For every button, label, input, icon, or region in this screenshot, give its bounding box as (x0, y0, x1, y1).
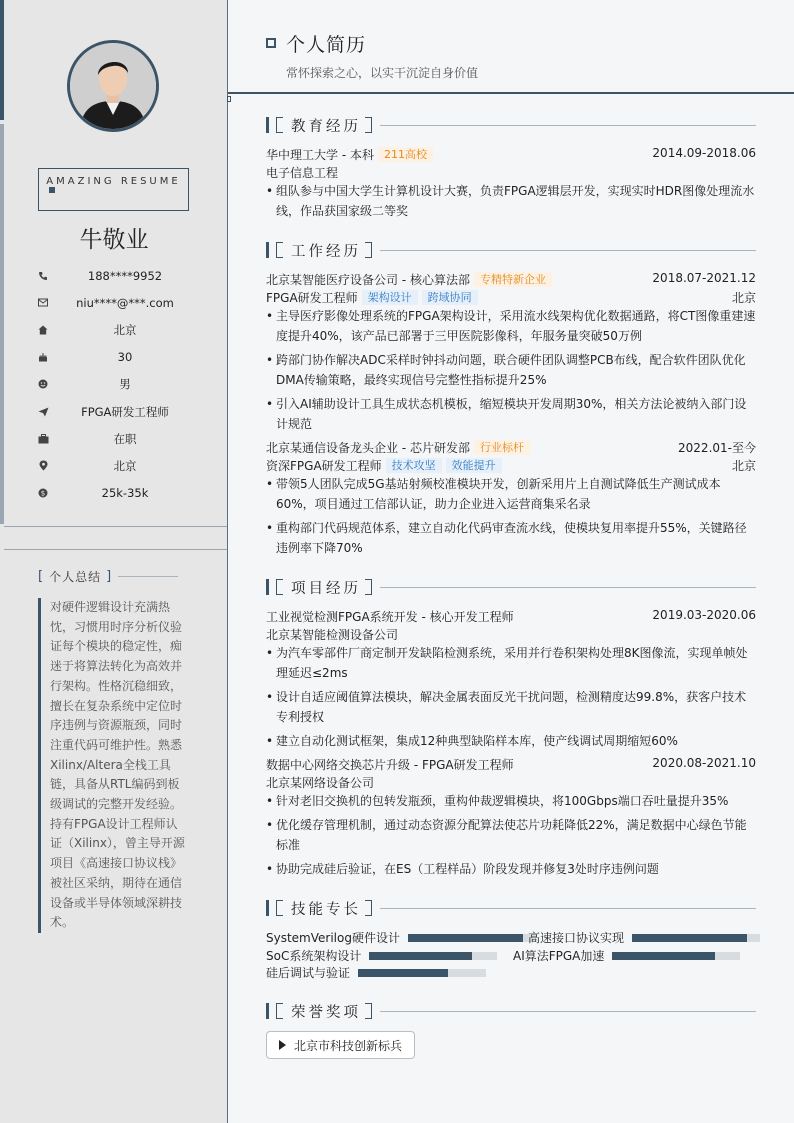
location-value: 北京 (113, 458, 137, 473)
info-row-status (36, 425, 206, 452)
play-icon (279, 1040, 286, 1050)
contact-info (36, 262, 206, 507)
hometown-value: 北京 (113, 322, 137, 337)
education-header (266, 146, 756, 163)
money-icon (36, 488, 50, 498)
phone-value: 188****9952 (87, 268, 163, 283)
honor-name: 北京市科技创新标兵 (294, 1038, 403, 1053)
list-item: • 引入AI辅助设计工具生成状态机模板，缩短模块开发周期30%，相关方法论被纳入部门设计规范 (266, 394, 756, 434)
work-city: 北京 (731, 459, 756, 473)
project-header (266, 756, 756, 773)
skill-item (266, 964, 486, 981)
work-header (266, 439, 756, 456)
send-icon (36, 407, 50, 417)
list-item: • 协助完成硅后验证，在ES（工程样品）阶段发现并修复3处时序违例问题 (266, 859, 756, 879)
stamp-square-icon (49, 187, 55, 193)
section-title: 技能专长 (291, 901, 361, 918)
skill-name: SoC系统架构设计 (266, 949, 362, 963)
section-title: 工作经历 (291, 243, 361, 260)
sidebar-accent (0, 0, 4, 120)
work-date: 2018.07-2021.12 (652, 271, 756, 285)
company: 北京某通信设备龙头企业 - 芯片研发部 (266, 441, 470, 455)
list-item: • 优化缓存管理机制，通过动态资源分配算法使芯片功耗降低22%，满足数据中心绿色节能标准 (266, 815, 756, 855)
company-tag: 专精特新企业 (474, 272, 552, 287)
section-skills (266, 899, 756, 917)
section-title: 教育经历 (291, 118, 361, 135)
email-value: niu****@***.com (76, 295, 174, 310)
sidebar (0, 0, 228, 1123)
project-org-row (266, 626, 756, 643)
project-title: 工业视觉检测FPGA系统开发 - 核心开发工程师 (266, 610, 514, 624)
info-row-gender (36, 371, 206, 398)
skill-name: AI算法FPGA加速 (513, 949, 605, 963)
skill-level (408, 934, 523, 942)
skill-item (528, 929, 760, 946)
header-divider (228, 92, 794, 94)
briefcase-icon (36, 434, 50, 444)
skill-name: SystemVerilog硬件设计 (266, 931, 400, 945)
section-title: 项目经历 (291, 580, 361, 597)
section-work (266, 241, 756, 259)
sidebar-divider (4, 526, 227, 527)
school: 华中理工大学 - 本科 (266, 148, 374, 162)
info-row-position (36, 398, 206, 425)
page-title: 个人简历 (286, 34, 367, 56)
project-header (266, 608, 756, 625)
list-item: • 带领5人团队完成5G基站射频校准模块开发，创新采用片上自测试降低生产测试成本60%，项目通过工信部认证，助力企业进入运营商集采名录 (266, 474, 756, 514)
list-item: • 重构部门代码规范体系，建立自动化代码审查流水线，使模块复用率提升55%，关键路径违例率下降70% (266, 518, 756, 558)
skill-bar (612, 952, 740, 960)
skill-level (632, 934, 747, 942)
role: FPGA研发工程师 (266, 291, 358, 305)
skill-level (369, 952, 471, 960)
gender-value: 男 (119, 377, 131, 392)
phone-icon (36, 271, 50, 281)
summary-title: 个人总结 (49, 570, 102, 584)
work-date: 2022.01-至今 (678, 441, 756, 455)
project-title: 数据中心网络交换芯片升级 - FPGA研发工程师 (266, 758, 514, 772)
location-icon (36, 460, 50, 471)
info-row-home (36, 316, 206, 343)
skill-bar (632, 934, 760, 942)
skill-item (513, 947, 740, 964)
info-row-phone (36, 262, 206, 289)
list-item: • 为汽车零部件厂商定制开发缺陷检测系统，采用并行卷积架构处理8K图像流，实现单帧处理延迟≤2ms (266, 643, 756, 683)
work-header (266, 271, 756, 288)
school-tag: 211高校 (378, 147, 433, 162)
skill-bar (358, 969, 486, 977)
list-item: • 针对老旧交换机的包转发瓶颈，重构仲裁逻辑模块，将100Gbps端口吞吐量提升35% (266, 791, 756, 811)
role-tag: 跨域协同 (422, 290, 478, 305)
section-education (266, 116, 756, 134)
summary-heading: [ 个人总结 ] (38, 568, 178, 585)
info-row-age (36, 344, 206, 371)
education-major-row (266, 164, 756, 181)
skill-item (266, 947, 497, 964)
svg-text:$: $ (40, 489, 46, 498)
section-projects (266, 578, 756, 596)
skill-item (266, 929, 536, 946)
project-date: 2020.08-2021.10 (652, 756, 756, 770)
status-value: 在职 (113, 431, 137, 446)
list-item: • 组队参与中国大学生计算机设计大赛，负责FPGA逻辑层开发，实现实时HDR图像处理流水线，作品获国家级二等奖 (266, 181, 756, 221)
info-row-salary (36, 480, 206, 507)
info-row-location (36, 452, 206, 479)
education-date: 2014.09-2018.06 (652, 146, 756, 160)
age-value: 30 (117, 350, 133, 365)
resume-stamp (38, 168, 189, 211)
skill-name: 硅后调试与验证 (266, 966, 351, 980)
work-role-row (266, 289, 756, 306)
person-name: 牛敬业 (79, 227, 149, 253)
sidebar-accent-secondary (0, 124, 4, 524)
stamp-text: AMAZING RESUME (46, 176, 181, 187)
skill-bar (369, 952, 497, 960)
work-city: 北京 (731, 291, 756, 305)
summary-text: 对硬件逻辑设计充满热忱，习惯用时序分析仪验证每个模块的稳定性，痴迷于将算法转化为高效并行架构。性格沉稳细致，擅长在复杂系统中定位时序违例与资源瓶颈，同时注重代码可维护性。熟悉Xilinx/Altera全栈工具链，具备从RTL编码到板级调试的完整开发经验。持有FPGA设计工程师认证（Xilinx），曾主导开源项目《高速接口协议栈》被社区采纳，期待在通信设备或半导体领域深耕技术。 (38, 598, 188, 933)
role-tag: 效能提升 (446, 458, 502, 473)
avatar (67, 40, 159, 132)
list-item: • 主导医疗影像处理系统的FPGA架构设计，采用流水线架构优化数据通路，将CT图像重建速度提升40%，该产品已部署于三甲医院影像科，年服务量突破50万例 (266, 306, 756, 346)
list-item: • 跨部门协作解决ADC采样时钟抖动问题，联合硬件团队调整PCB布线，配合软件团队优化DMA传输策略，最终实现信号完整性指标提升25% (266, 350, 756, 390)
list-item: • 建立自动化测试框架，集成12种典型缺陷样本库，使产线调试周期缩短60% (266, 731, 756, 751)
list-item: • 设计自适应阈值算法模块，解决金属表面反光干扰问题，检测精度达99.8%，获客户技术专利授权 (266, 687, 756, 727)
role: 资深FPGA研发工程师 (266, 459, 382, 473)
section-title: 荣誉奖项 (291, 1004, 361, 1021)
sidebar-divider (4, 549, 227, 550)
skill-bar (408, 934, 536, 942)
major: 电子信息工程 (266, 166, 339, 180)
role-tag: 技术攻坚 (386, 458, 442, 473)
role-tag: 架构设计 (362, 290, 418, 305)
cake-icon (36, 352, 50, 362)
section-honors (266, 1002, 756, 1020)
company: 北京某智能医疗设备公司 - 核心算法部 (266, 273, 470, 287)
page-subtitle: 常怀探索之心，以实干沉淀自身价值 (286, 66, 479, 80)
home-icon (36, 325, 50, 335)
mail-icon (36, 298, 50, 307)
project-org-row (266, 774, 756, 791)
company-tag: 行业标杆 (474, 440, 530, 455)
header-marker (227, 96, 231, 102)
position-value: FPGA研发工程师 (81, 404, 169, 419)
salary-value: 25k-35k (101, 486, 149, 501)
honor-badge (266, 1031, 415, 1059)
project-org: 北京某智能检测设备公司 (266, 628, 399, 642)
skill-level (358, 969, 448, 977)
skill-name: 高速接口协议实现 (528, 931, 625, 945)
smile-icon (36, 379, 50, 389)
project-org: 北京某网络设备公司 (266, 776, 375, 790)
skill-level (612, 952, 714, 960)
header-square-icon (266, 38, 276, 48)
project-date: 2019.03-2020.06 (652, 608, 756, 622)
info-row-email (36, 289, 206, 316)
work-role-row (266, 457, 756, 474)
